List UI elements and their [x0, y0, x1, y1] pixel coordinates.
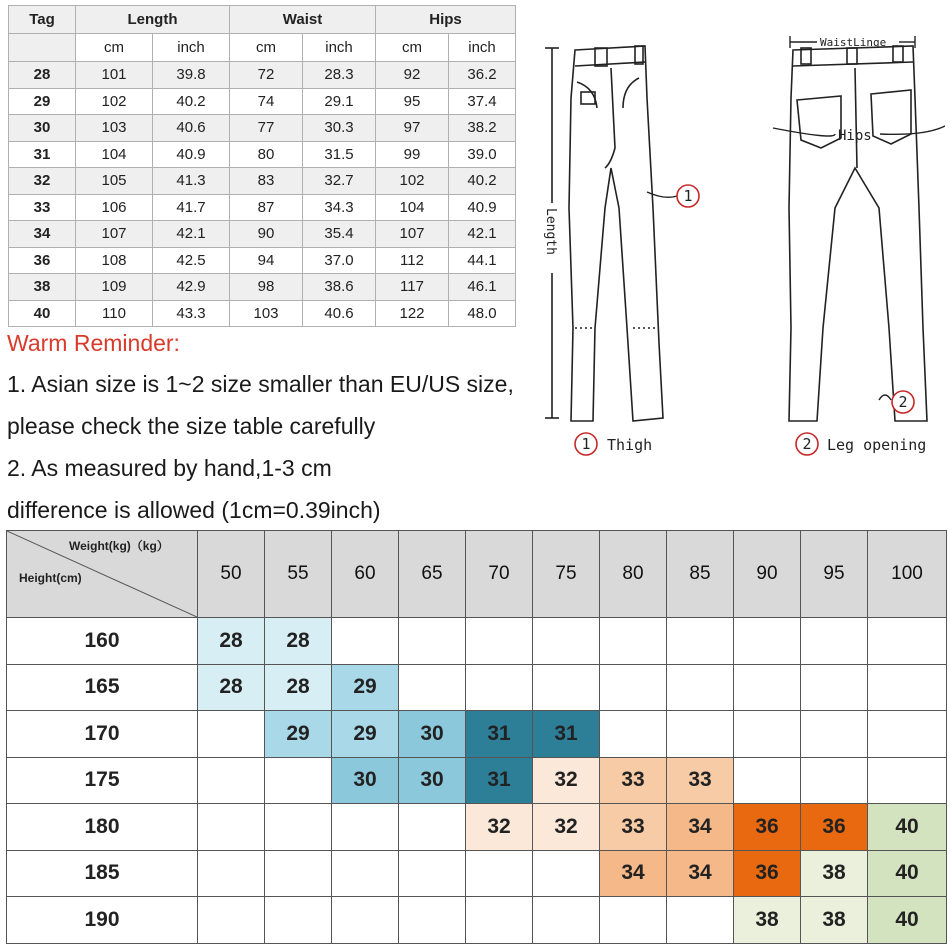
- size-row: [9, 247, 516, 274]
- size-value: 112: [376, 247, 449, 274]
- size-tag: 38: [9, 274, 76, 301]
- size-cell: 36: [801, 804, 868, 851]
- size-value: 108: [76, 247, 153, 274]
- weight-header: 50: [198, 531, 265, 618]
- size-cell: 32: [466, 804, 533, 851]
- size-tag: 33: [9, 194, 76, 221]
- size-tag: 40: [9, 300, 76, 327]
- size-cell: 40: [868, 897, 947, 944]
- size-value: 38.2: [449, 115, 516, 142]
- size-row: [9, 194, 516, 221]
- size-value: 102: [76, 88, 153, 115]
- size-value: 98: [230, 274, 303, 301]
- size-value: 83: [230, 168, 303, 195]
- size-value: 32.7: [303, 168, 376, 195]
- leg-opening-marker-number: 2: [898, 393, 908, 411]
- size-value: 46.1: [449, 274, 516, 301]
- size-value: 48.0: [449, 300, 516, 327]
- units-blank: [9, 34, 76, 62]
- height-label: 185: [7, 850, 198, 897]
- back-pants-illustration: [789, 46, 927, 421]
- size-cell: [868, 618, 947, 665]
- size-cell: 38: [801, 850, 868, 897]
- weight-header: 85: [667, 531, 734, 618]
- height-row: [7, 897, 947, 944]
- weight-header: 80: [600, 531, 667, 618]
- unit-cell: inch: [153, 34, 230, 62]
- height-weight-table: [6, 530, 947, 944]
- size-value: 95: [376, 88, 449, 115]
- waist-header: Waist: [230, 6, 376, 34]
- size-cell: [265, 850, 332, 897]
- size-row: [9, 115, 516, 142]
- size-cell: [801, 711, 868, 758]
- legend-leg-opening-number: 2: [802, 435, 812, 453]
- size-value: 29.1: [303, 88, 376, 115]
- thigh-marker-number: 1: [683, 187, 693, 205]
- size-value: 31.5: [303, 141, 376, 168]
- size-cell: [332, 618, 399, 665]
- size-row: [9, 274, 516, 301]
- size-cell: [600, 711, 667, 758]
- height-row: [7, 711, 947, 758]
- size-value: 28.3: [303, 62, 376, 89]
- reminder-line: difference is allowed (1cm=0.39inch): [7, 497, 381, 523]
- size-cell: [667, 897, 734, 944]
- size-table-units: [9, 34, 516, 62]
- size-table-header: [9, 6, 516, 34]
- height-label: 170: [7, 711, 198, 758]
- size-cell: 30: [399, 711, 466, 758]
- height-label: 190: [7, 897, 198, 944]
- size-value: 87: [230, 194, 303, 221]
- size-tag: 30: [9, 115, 76, 142]
- weight-header: 65: [399, 531, 466, 618]
- height-row: [7, 757, 947, 804]
- size-value: 37.4: [449, 88, 516, 115]
- height-label: 160: [7, 618, 198, 665]
- size-value: 39.0: [449, 141, 516, 168]
- size-cell: 40: [868, 804, 947, 851]
- size-value: 92: [376, 62, 449, 89]
- size-cell: [667, 711, 734, 758]
- reminder-line: 2. As measured by hand,1-3 cm: [7, 455, 332, 481]
- weight-header-row: [7, 531, 947, 618]
- size-value: 105: [76, 168, 153, 195]
- table-corner: [7, 531, 198, 618]
- size-tag: 31: [9, 141, 76, 168]
- height-row: [7, 618, 947, 665]
- size-tag: 34: [9, 221, 76, 248]
- size-cell: [265, 804, 332, 851]
- size-cell: [399, 804, 466, 851]
- weight-header: 55: [265, 531, 332, 618]
- unit-cell: inch: [449, 34, 516, 62]
- size-value: 44.1: [449, 247, 516, 274]
- size-cell: [600, 618, 667, 665]
- size-tag: 36: [9, 247, 76, 274]
- size-cell: [868, 711, 947, 758]
- size-cell: 29: [332, 664, 399, 711]
- size-value: 37.0: [303, 247, 376, 274]
- size-cell: [667, 664, 734, 711]
- legend-thigh-number: 1: [581, 435, 591, 453]
- size-cell: 31: [466, 711, 533, 758]
- size-cell: [600, 897, 667, 944]
- size-cell: [332, 850, 399, 897]
- size-cell: [801, 618, 868, 665]
- size-cell: 28: [198, 664, 265, 711]
- leg-opening-measure-line: [879, 395, 891, 400]
- size-cell: 31: [466, 757, 533, 804]
- size-value: 117: [376, 274, 449, 301]
- size-value: 107: [376, 221, 449, 248]
- size-cell: [466, 618, 533, 665]
- size-cell: [533, 850, 600, 897]
- size-cell: [399, 618, 466, 665]
- size-row: [9, 168, 516, 195]
- size-value: 43.3: [153, 300, 230, 327]
- weight-header: 100: [868, 531, 947, 618]
- size-cell: [399, 850, 466, 897]
- weight-header: 75: [533, 531, 600, 618]
- size-cell: [332, 804, 399, 851]
- size-value: 40.2: [449, 168, 516, 195]
- size-cell: [868, 664, 947, 711]
- size-value: 99: [376, 141, 449, 168]
- legend-thigh-label: Thigh: [607, 436, 653, 454]
- size-row: [9, 88, 516, 115]
- unit-cell: cm: [376, 34, 449, 62]
- size-value: 109: [76, 274, 153, 301]
- size-cell: [466, 897, 533, 944]
- size-value: 30.3: [303, 115, 376, 142]
- legend-leg-opening-label: Leg opening: [827, 436, 927, 454]
- size-cell: [801, 664, 868, 711]
- weight-header: 60: [332, 531, 399, 618]
- unit-cell: cm: [76, 34, 153, 62]
- size-cell: 28: [265, 664, 332, 711]
- size-cell: [198, 804, 265, 851]
- size-table: [8, 5, 516, 327]
- weight-header: 70: [466, 531, 533, 618]
- size-value: 104: [376, 194, 449, 221]
- hips-header: Hips: [376, 6, 516, 34]
- size-row: [9, 300, 516, 327]
- size-cell: 30: [332, 757, 399, 804]
- waist-label: WaistLinge: [820, 36, 887, 49]
- size-value: 102: [376, 168, 449, 195]
- size-cell: 36: [734, 850, 801, 897]
- size-value: 41.7: [153, 194, 230, 221]
- size-value: 97: [376, 115, 449, 142]
- height-label: 175: [7, 757, 198, 804]
- size-value: 38.6: [303, 274, 376, 301]
- size-value: 39.8: [153, 62, 230, 89]
- front-pants-illustration: [569, 46, 663, 421]
- size-cell: [399, 897, 466, 944]
- unit-cell: inch: [303, 34, 376, 62]
- size-cell: [533, 897, 600, 944]
- size-cell: 38: [801, 897, 868, 944]
- size-value: 106: [76, 194, 153, 221]
- size-cell: [667, 618, 734, 665]
- size-cell: [533, 618, 600, 665]
- size-cell: [399, 664, 466, 711]
- height-axis-label: Height(cm): [19, 571, 82, 585]
- size-value: 40.9: [153, 141, 230, 168]
- size-cell: 29: [332, 711, 399, 758]
- size-cell: 31: [533, 711, 600, 758]
- pants-measurement-figure: [535, 28, 945, 468]
- size-value: 34.3: [303, 194, 376, 221]
- size-value: 42.5: [153, 247, 230, 274]
- size-tag: 29: [9, 88, 76, 115]
- size-cell: 36: [734, 804, 801, 851]
- size-value: 42.1: [449, 221, 516, 248]
- size-cell: 28: [198, 618, 265, 665]
- size-cell: [198, 711, 265, 758]
- size-value: 40.6: [153, 115, 230, 142]
- reminder-line: 1. Asian size is 1~2 size smaller than EU/US size,: [7, 371, 514, 397]
- size-value: 77: [230, 115, 303, 142]
- size-value: 41.3: [153, 168, 230, 195]
- size-cell: 33: [667, 757, 734, 804]
- size-cell: 38: [734, 897, 801, 944]
- size-cell: [332, 897, 399, 944]
- height-label: 165: [7, 664, 198, 711]
- size-value: 80: [230, 141, 303, 168]
- size-cell: [801, 757, 868, 804]
- size-cell: [734, 711, 801, 758]
- hips-label: Hips: [838, 128, 872, 144]
- size-cell: [868, 757, 947, 804]
- size-value: 40.6: [303, 300, 376, 327]
- size-cell: [265, 757, 332, 804]
- size-cell: 34: [667, 804, 734, 851]
- height-row: [7, 804, 947, 851]
- size-cell: 34: [600, 850, 667, 897]
- size-cell: [265, 897, 332, 944]
- size-cell: [198, 757, 265, 804]
- height-row: [7, 850, 947, 897]
- reminder-line: please check the size table carefully: [7, 413, 376, 439]
- height-row: [7, 664, 947, 711]
- length-label: Length: [543, 208, 558, 255]
- size-tag: 28: [9, 62, 76, 89]
- size-value: 103: [230, 300, 303, 327]
- size-value: 35.4: [303, 221, 376, 248]
- size-cell: 32: [533, 757, 600, 804]
- size-value: 101: [76, 62, 153, 89]
- weight-axis-label: Weight(kg)（kg）: [69, 539, 169, 553]
- size-cell: [600, 664, 667, 711]
- size-cell: 34: [667, 850, 734, 897]
- size-row: [9, 141, 516, 168]
- size-cell: [466, 664, 533, 711]
- size-cell: 40: [868, 850, 947, 897]
- size-cell: 28: [265, 618, 332, 665]
- size-row: [9, 62, 516, 89]
- size-value: 74: [230, 88, 303, 115]
- weight-header: 95: [801, 531, 868, 618]
- size-cell: [734, 664, 801, 711]
- size-cell: 32: [533, 804, 600, 851]
- size-cell: [734, 757, 801, 804]
- unit-cell: cm: [230, 34, 303, 62]
- size-cell: 30: [399, 757, 466, 804]
- size-cell: [198, 897, 265, 944]
- size-value: 36.2: [449, 62, 516, 89]
- height-label: 180: [7, 804, 198, 851]
- size-cell: [533, 664, 600, 711]
- size-value: 72: [230, 62, 303, 89]
- size-value: 40.2: [153, 88, 230, 115]
- size-row: [9, 221, 516, 248]
- tag-header: Tag: [9, 6, 76, 34]
- size-value: 107: [76, 221, 153, 248]
- size-value: 42.9: [153, 274, 230, 301]
- size-cell: 33: [600, 757, 667, 804]
- weight-header: 90: [734, 531, 801, 618]
- size-cell: 33: [600, 804, 667, 851]
- reminder-title: Warm Reminder:: [7, 330, 180, 356]
- size-value: 40.9: [449, 194, 516, 221]
- size-cell: 29: [265, 711, 332, 758]
- size-tag: 32: [9, 168, 76, 195]
- size-value: 110: [76, 300, 153, 327]
- size-value: 122: [376, 300, 449, 327]
- size-value: 103: [76, 115, 153, 142]
- size-value: 94: [230, 247, 303, 274]
- size-value: 42.1: [153, 221, 230, 248]
- size-value: 90: [230, 221, 303, 248]
- size-cell: [466, 850, 533, 897]
- size-cell: [734, 618, 801, 665]
- length-header: Length: [76, 6, 230, 34]
- size-cell: [198, 850, 265, 897]
- size-value: 104: [76, 141, 153, 168]
